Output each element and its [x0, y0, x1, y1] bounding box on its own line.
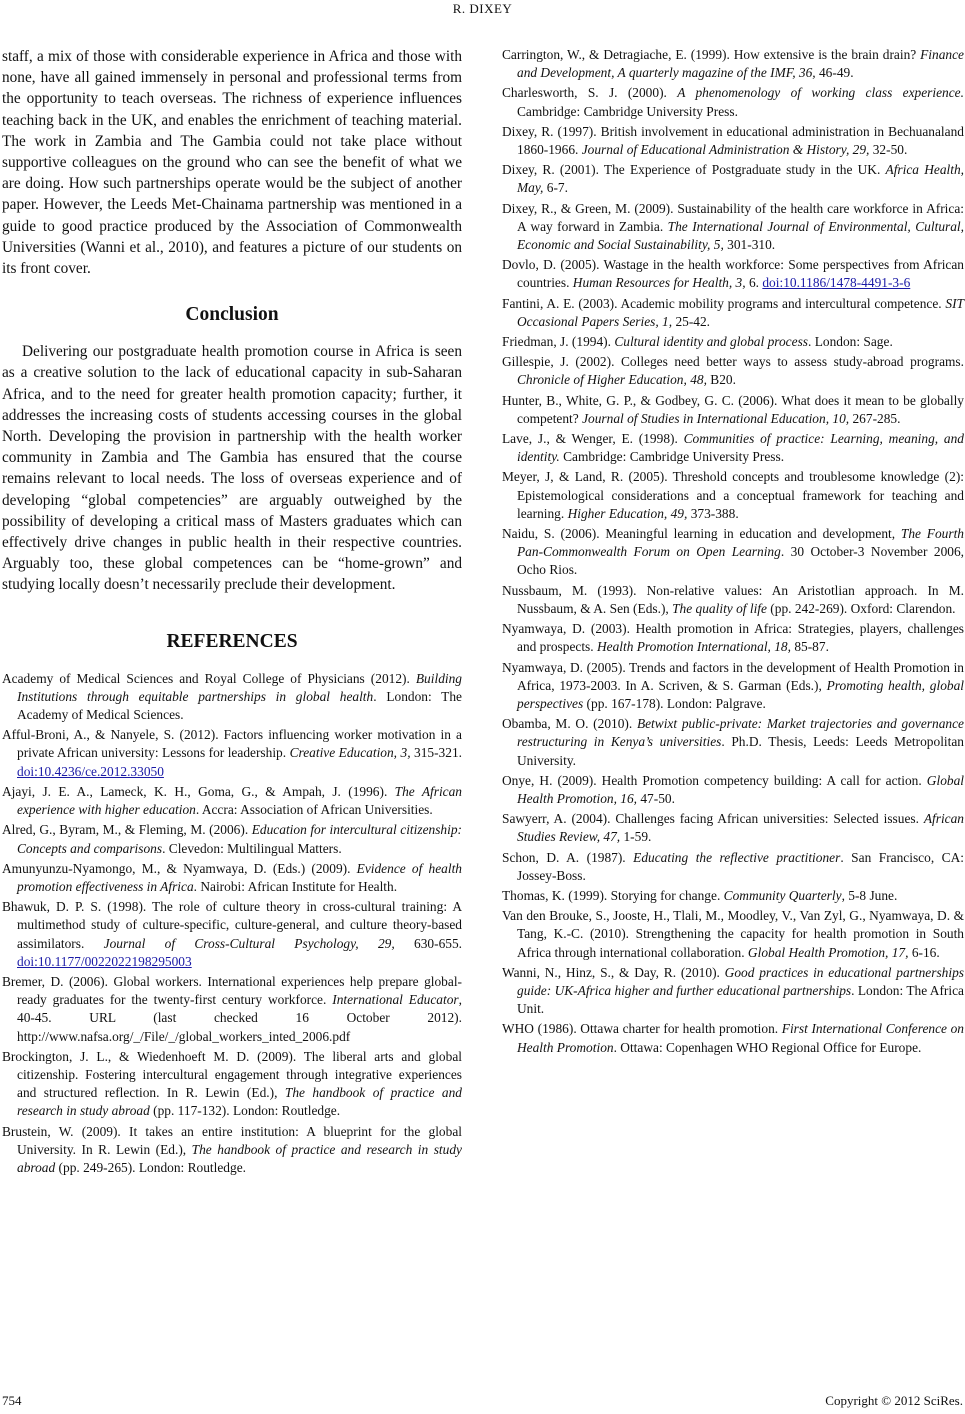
references-list-left: [2, 670, 462, 1177]
reference-entry: [502, 659, 964, 714]
reference-entry: [502, 772, 964, 808]
reference-source-title: The Fourth Pan-Commonwealth Forum on Open Learning: [517, 526, 965, 560]
reference-source-title: The handbook of practice and research in study abroad: [17, 1085, 462, 1119]
reference-text: Dixey, R. (2001). The Experience of Postgraduate study in the UK.: [502, 162, 886, 178]
conclusion-paragraph: Delivering our postgraduate health promotion course in Africa is seen as a creative solution to the lack of educational capacity in sub-Saharan Africa, and to the need for greater health promotion capacity; further, it addresses the increasing costs of students accessing courses in the global North. Developing the provision in partnership with the health worker community in Zambia and The Gambia has ensured that the course remains relevant to local needs. The loss of overseas experience and of developing “global competencies” are arguably outweighed by the possibility of developing a critical mass of Masters graduates which can effectively drive changes in public health in their respective countries. Arguably too, these global competences can be “home-grown” and studying locally doesn’t necessarily preclude their development.: [2, 343, 462, 594]
reference-source-title: Education for intercultural citizenship: Concepts and comparisons: [17, 822, 462, 856]
reference-source-title: The quality of life: [672, 600, 767, 616]
reference-details: 25-42.: [672, 313, 711, 329]
reference-source-title: Africa Health, May,: [517, 162, 964, 196]
reference-details: 46-49.: [815, 65, 854, 81]
reference-details: . London: The Africa Unit.: [517, 982, 964, 1017]
reference-source-title: SIT Occasional Papers Series, 1,: [517, 295, 964, 329]
reference-source-title: Global Health Promotion, 16,: [517, 772, 964, 806]
conclusion-heading: Conclusion: [185, 304, 279, 326]
reference-entry: [2, 973, 462, 1046]
reference-source-title: Creative Education, 3,: [289, 745, 411, 761]
reference-text: Thomas, K. (1999). Storying for change.: [502, 887, 724, 903]
running-head: R. DIXEY: [452, 1, 513, 16]
copyright-notice: Copyright © 2012 SciRes.: [825, 1393, 963, 1408]
reference-details: 6.: [745, 275, 763, 291]
reference-entry: [2, 1123, 462, 1178]
reference-text: Charlesworth, S. J. (2000).: [502, 85, 678, 101]
doi-link[interactable]: doi:10.4236/ce.2012.33050: [17, 763, 164, 779]
reference-entry: [502, 620, 964, 656]
reference-details: 32-50.: [869, 142, 908, 158]
reference-details: (pp. 242-269). Oxford: Clarendon.: [766, 600, 956, 616]
reference-details: . Ph.D. Thesis, Leeds: Leeds Metropolitan University.: [517, 734, 964, 768]
reference-text: Academy of Medical Sciences and Royal College of Physicians (2012).: [2, 670, 416, 686]
reference-text: Naidu, S. (2006). Meaningful learning in education and development,: [502, 526, 901, 542]
reference-details: 267-285.: [849, 410, 901, 426]
reference-entry: [2, 670, 462, 725]
reference-text: Friedman, J. (1994).: [502, 334, 615, 350]
reference-text: Brockington, J. L., & Wiedenhoeft M. D. (2009). The liberal arts and global citizenship. Fostering intercultural engagement through integrative experiences and structured reflection. In R. Lewin (Ed.),: [2, 1048, 462, 1101]
reference-entry: [2, 1048, 462, 1121]
reference-entry: [502, 849, 964, 885]
reference-text: Afful-Broni, A., & Nanyele, S. (2012). Factors influencing worker motivation in a private African university: Lessons for leadership.: [2, 727, 462, 761]
reference-details: 47-50.: [637, 790, 675, 806]
reference-text: Brustein, W. (2009). It takes an entire institution: A blueprint for the global University. In R. Lewin (Ed.),: [2, 1123, 462, 1157]
reference-text: Amunyunzu-Nyamongo, M., & Nyamwaya, D. (Eds.) (2009).: [2, 860, 357, 876]
reference-source-title: Betwixt public-private: Market trajectories and governance restructuring in Kenya’s universities: [517, 716, 964, 750]
reference-text: Meyer, J, & Land, R. (2005). Threshold concepts and troublesome knowledge (2): Epistemological considerations and a conceptual framework for teaching and learning.: [502, 469, 964, 521]
reference-details: 6-7.: [543, 180, 568, 196]
reference-entry: [2, 821, 462, 857]
reference-source-title: Journal of Cross-Cultural Psychology, 29,: [103, 935, 395, 951]
reference-details: (pp. 117-132). London: Routledge.: [149, 1103, 341, 1119]
reference-entry: [502, 887, 964, 905]
references-list-right: [502, 46, 964, 1057]
reference-text: Bhawuk, D. P. S. (1998). The role of culture theory in cross-cultural training: A multimethod study of culture-specific, culture-general, and culture theory-based assimilators.: [2, 899, 462, 951]
reference-text: Dovlo, D. (2005). Wastage in the health workforce: Some perspectives from African countries.: [502, 257, 964, 291]
reference-entry: [502, 46, 964, 82]
reference-source-title: Finance and Development, A quarterly magazine of the IMF, 36,: [517, 47, 964, 81]
reference-source-title: Educating the reflective practitioner: [633, 849, 841, 865]
reference-entry: [502, 200, 964, 255]
reference-details: (pp. 167-178). London: Palgrave.: [583, 695, 766, 711]
reference-entry: [502, 582, 964, 618]
reference-details: 373-388.: [687, 505, 739, 521]
reference-entry: [2, 860, 462, 896]
reference-details: 1-59.: [620, 829, 652, 845]
reference-entry: [502, 1020, 964, 1056]
reference-text: Wanni, N., Hinz, S., & Day, R. (2010).: [502, 964, 725, 980]
reference-source-title: First International Conference on Health Promotion: [517, 1021, 964, 1055]
reference-details: , 5-8 June.: [841, 887, 898, 903]
reference-entry: [502, 161, 964, 197]
reference-source-title: The International Journal of Environmental, Cultural, Economic and Social Sustainability, 5,: [517, 218, 964, 253]
reference-source-title: African Studies Review, 47,: [517, 811, 964, 845]
reference-source-title: A phenomenology of working class experience.: [677, 85, 964, 101]
reference-details: B20.: [706, 372, 736, 388]
reference-entry: [2, 726, 462, 781]
reference-source-title: Chronicle of Higher Education, 48,: [517, 372, 707, 388]
reference-text: Lave, J., & Wenger, E. (1998).: [502, 431, 684, 447]
reference-source-title: Good practices in educational partnerships guide: UK-Africa higher and further educational partnerships: [517, 964, 964, 998]
reference-text: Schon, D. A. (1987).: [502, 849, 634, 865]
reference-text: Sawyerr, A. (2004). Challenges facing African universities: Selected issues.: [502, 811, 924, 827]
reference-entry: [502, 392, 964, 428]
reference-entry: [502, 907, 964, 962]
reference-source-title: Health Promotion International, 18,: [596, 639, 791, 655]
page-number: 754: [2, 1393, 22, 1408]
reference-source-title: The handbook of practice and research in study abroad: [17, 1141, 462, 1175]
reference-entry: [2, 783, 462, 819]
reference-entry: [502, 468, 964, 523]
reference-entry: [502, 430, 964, 466]
reference-source-title: Global Health Promotion, 17,: [747, 944, 909, 960]
reference-entry: [502, 525, 964, 580]
reference-details: 301-310.: [723, 237, 776, 253]
reference-text: Bremer, D. (2006). Global workers. International experiences help prepare global-ready graduates for the twenty-first century workforce.: [2, 973, 462, 1008]
reference-entry: [502, 333, 964, 351]
doi-link[interactable]: doi:10.1177/0022022198295003: [17, 953, 192, 969]
reference-source-title: The African experience with higher education: [17, 783, 462, 818]
reference-source-title: Human Resources for Health, 3,: [572, 275, 746, 291]
reference-entry: [502, 810, 964, 846]
reference-text: Nussbaum, M. (1993). Non-relative values: An Aristotlian approach. In M. Nussbaum, & A. Sen (Eds.),: [502, 582, 964, 616]
reference-text: Dixey, R., & Green, M. (2009). Sustainability of the health care workforce in Africa: A way forward in Zambia.: [502, 200, 964, 234]
reference-text: Dixey, R. (1997). British involvement in educational administration in Bechuanaland 1860-1966.: [502, 123, 964, 158]
reference-details: (pp. 249-265). London: Routledge.: [55, 1159, 246, 1175]
doi-link[interactable]: doi:10.1186/1478-4491-3-6: [762, 275, 911, 291]
reference-entry: [502, 256, 964, 292]
reference-text: Alred, G., Byram, M., & Fleming, M. (2006).: [2, 822, 252, 838]
reference-entry: [502, 84, 964, 120]
reference-details: . Ottawa: Copenhagen WHO Regional Office for Europe.: [613, 1039, 922, 1055]
reference-details: 630-655.: [394, 935, 463, 951]
reference-text: Hunter, B., White, G. P., & Godbey, G. C. (2006). What does it mean to be globally competent?: [502, 392, 964, 426]
reference-entry: [502, 353, 964, 389]
references-heading: REFERENCES: [166, 630, 298, 652]
reference-text: Van den Brouke, S., Jooste, H., Tlali, M., Moodley, V., Van Zyl, G., Nyamwaya, D. & Tang, K.-C. (2010). Strengthening the capacity for health promotion in South Africa through international collaboration.: [502, 908, 964, 960]
reference-text: Obamba, M. O. (2010).: [502, 716, 637, 732]
reference-source-title: Higher Education, 49,: [567, 505, 688, 521]
reference-entry: [502, 123, 964, 159]
reference-details: . 30 October-3 November 2006, Ocho Rios.: [517, 544, 965, 578]
body-paragraph: staff, a mix of those with considerable experience in Africa and those with none, have all gained immensely in personal and professional terms from the opportunity to teach overseas. The richness of experience influences teaching back in the UK, and enables the enrichment of teaching material. The work in Zambia and The Gambia could not take place without supportive colleagues on the ground who can see the benefit of what we are doing. How such partnerships operate would be the subject of another paper. However, the Leeds Met-Chainama partnership was mentioned in a guide to good practice produced by the Association of Commonwealth Universities (Wanni et al., 2010), and features a picture of our students on its front cover.: [2, 48, 462, 278]
right-column: [502, 46, 964, 1059]
reference-source-title: International Educator: [332, 992, 459, 1008]
reference-details: 85-87.: [790, 639, 829, 655]
reference-source-title: Communities of practice: Learning, meaning, and identity.: [517, 431, 964, 465]
reference-source-title: Evidence of health promotion effectiveness in Africa: [17, 860, 462, 894]
reference-source-title: Journal of Educational Administration & History, 29,: [581, 142, 870, 158]
reference-text: WHO (1986). Ottawa charter for health promotion.: [502, 1021, 782, 1037]
reference-entry: [502, 964, 964, 1019]
reference-details: . Accra: Association of African Universities.: [195, 802, 433, 818]
reference-details: , 40-45. URL (last checked 16 October 2012). http://www.nafsa.org/_/File/_/global_workers_inted_2006.pdf: [17, 992, 462, 1044]
reference-details: Cambridge: Cambridge University Press.: [559, 449, 785, 465]
reference-source-title: Journal of Studies in International Education, 10,: [582, 410, 850, 426]
reference-text: Nyamwaya, D. (2005). Trends and factors in the development of Health Promotion in Africa, 1973-2003. In A. Scriven, & S. Garman (Eds.),: [502, 659, 964, 693]
reference-source-title: Cultural identity and global process: [614, 334, 808, 350]
reference-entry: [502, 295, 964, 331]
reference-details: . London: Sage.: [808, 334, 893, 350]
reference-text: Fantini, A. E. (2003). Academic mobility programs and intercultural competence.: [502, 295, 946, 311]
reference-source-title: Community Quarterly: [723, 887, 842, 903]
reference-details: 315-321.: [410, 745, 462, 761]
reference-text: Carrington, W., & Detragiache, E. (1999). How extensive is the brain drain?: [502, 47, 921, 62]
reference-details: . Clevedon: Multilingual Matters.: [162, 840, 342, 856]
reference-text: Nyamwaya, D. (2003). Health promotion in Africa: Strategies, players, challenges and prospects.: [502, 621, 964, 655]
left-column: [2, 46, 462, 1179]
reference-source-title: Promoting health, global perspectives: [517, 677, 965, 711]
reference-details: . Nairobi: African Institute for Health.: [193, 878, 398, 894]
reference-text: Ajayi, J. E. A., Lameck, K. H., Goma, G., & Ampah, J. (1996).: [2, 783, 395, 799]
reference-details: . London: The Academy of Medical Sciences.: [17, 688, 463, 723]
reference-text: Gillespie, J. (2002). Colleges need better ways to assess study-abroad programs.: [502, 354, 964, 370]
reference-text: Onye, H. (2009). Health Promotion competency building: A call for action.: [502, 772, 927, 788]
reference-source-title: Building Institutions through equitable partnerships in global health: [17, 670, 462, 704]
reference-details: 6-16.: [908, 944, 940, 960]
reference-entry: [502, 715, 964, 770]
reference-details: . San Francisco, CA: Jossey-Boss.: [517, 849, 964, 883]
reference-entry: [2, 898, 462, 971]
reference-details: Cambridge: Cambridge University Press.: [517, 103, 738, 119]
